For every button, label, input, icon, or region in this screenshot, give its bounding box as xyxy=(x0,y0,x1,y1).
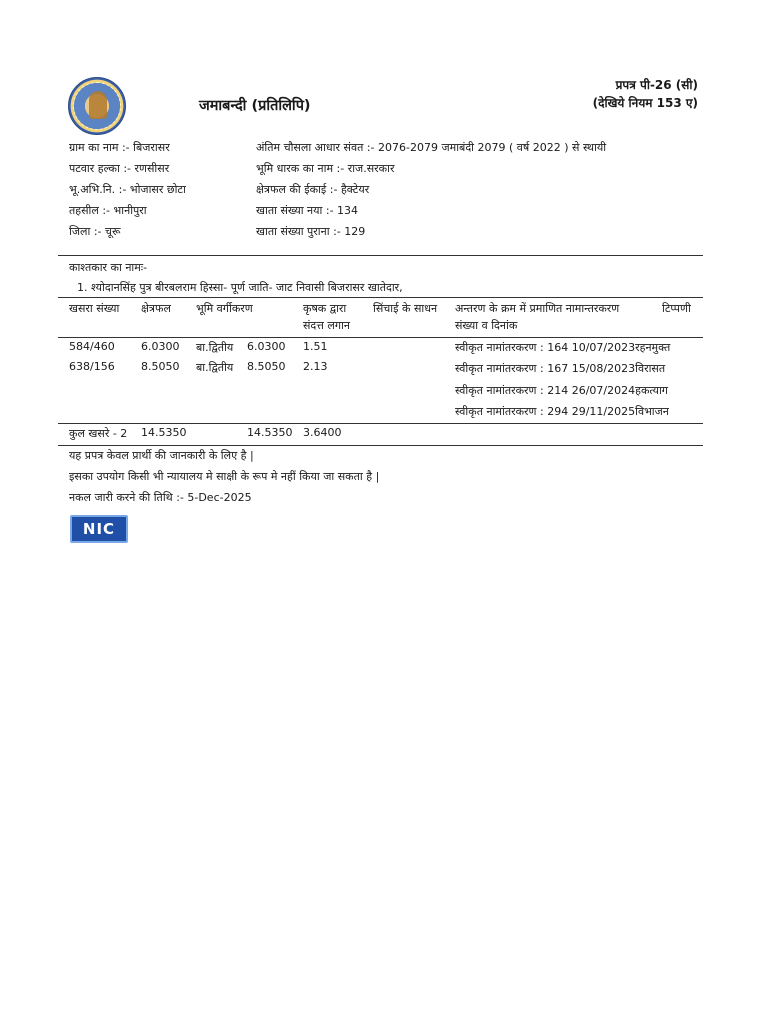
row1-khasra: 584/460 xyxy=(69,340,115,353)
tehsil: तहसील :- भानीपुरा xyxy=(69,204,147,217)
village-name: ग्राम का नाम :- बिजरासर xyxy=(69,141,170,154)
col-header-mutation-line1: अन्तरण के क्रम में प्रमाणित नामान्तरकरण xyxy=(455,302,620,315)
col-header-classification: भूमि वर्गीकरण xyxy=(196,302,253,315)
seal-figure xyxy=(89,91,107,119)
row1-classification: बा.द्वितीय xyxy=(196,341,234,354)
row2-khasra: 638/156 xyxy=(69,360,115,373)
row2-area: 8.5050 xyxy=(141,360,180,373)
info-note: यह प्रपत्र केवल प्रार्थी की जानकारी के लिए है | xyxy=(69,449,254,462)
row1-class-area: 6.0300 xyxy=(247,340,286,353)
patwar-halka: पटवार हल्का :- रणसीसर xyxy=(69,162,170,175)
mutation-entry: स्वीकृत नामांतरकरण : 164 10/07/2023रहनमुक्त xyxy=(455,341,671,354)
district: जिला :- चूरू xyxy=(69,225,121,238)
state-emblem-seal xyxy=(68,77,126,135)
col-header-khasra: खसरा संख्या xyxy=(69,302,120,315)
row2-class-area: 8.5050 xyxy=(247,360,286,373)
total-rent: 3.6400 xyxy=(303,426,342,439)
nic-logo: NIC xyxy=(70,515,128,543)
total-class-area: 14.5350 xyxy=(247,426,293,439)
col-header-rent-line2: संदत्त लगान xyxy=(303,319,350,332)
cultivator-heading: काश्तकार का नामः- xyxy=(69,261,148,274)
form-rule-reference: (देखिये नियम 153 ए) xyxy=(592,96,698,110)
form-number: प्रपत्र पी-26 (सी) xyxy=(615,78,698,92)
total-khasra-label: कुल खसरे - 2 xyxy=(69,427,128,440)
legal-note: इसका उपयोग किसी भी न्यायालय मे साक्षी के रूप मे नहीं किया जा सकता है | xyxy=(69,470,380,483)
row2-rent: 2.13 xyxy=(303,360,328,373)
khata-number-old: खाता संख्या पुराना :- 129 xyxy=(256,225,366,238)
row1-rent: 1.51 xyxy=(303,340,328,353)
col-header-rent-line1: कृषक द्वारा xyxy=(303,302,347,315)
total-area: 14.5350 xyxy=(141,426,187,439)
col-header-area: क्षेत्रफल xyxy=(141,302,171,315)
divider xyxy=(58,337,703,338)
mutation-entry: स्वीकृत नामांतरकरण : 167 15/08/2023विरासत xyxy=(455,362,666,375)
page-title: जमाबन्दी (प्रतिलिपि) xyxy=(199,98,311,114)
cultivator-entry: 1. श्योदानसिंह पुत्र बीरबलराम हिस्सा- पूर्ण जाति- जाट निवासी बिजरासर खातेदार, xyxy=(77,281,403,294)
divider xyxy=(58,445,703,446)
mutation-entry: स्वीकृत नामांतरकरण : 294 29/11/2025विभाजन xyxy=(455,405,669,418)
issue-date: नकल जारी करने की तिथि :- 5-Dec-2025 xyxy=(69,491,252,504)
samvat-info: अंतिम चौसला आधार संवत :- 2076-2079 जमाबंदी 2079 ( वर्ष 2022 ) से स्थायी xyxy=(256,141,607,154)
mutation-entry: स्वीकृत नामांतरकरण : 214 26/07/2024हकत्याग xyxy=(455,384,669,397)
land-record-inspector: भू.अभि.नि. :- भोजासर छोटा xyxy=(69,183,186,196)
divider xyxy=(58,297,703,298)
col-header-remarks: टिप्पणी xyxy=(662,302,691,315)
col-header-mutation-line2: संख्या व दिनांक xyxy=(455,319,518,332)
row1-area: 6.0300 xyxy=(141,340,180,353)
khata-number-new: खाता संख्या नया :- 134 xyxy=(256,204,359,217)
land-holder-name: भूमि धारक का नाम :- राज.सरकार xyxy=(256,162,395,175)
area-unit: क्षेत्रफल की ईकाई :- हैक्टेयर xyxy=(256,183,370,196)
divider xyxy=(58,423,703,424)
row2-classification: बा.द्वितीय xyxy=(196,361,234,374)
col-header-irrigation: सिंचाई के साधन xyxy=(373,302,438,315)
divider xyxy=(58,255,703,256)
